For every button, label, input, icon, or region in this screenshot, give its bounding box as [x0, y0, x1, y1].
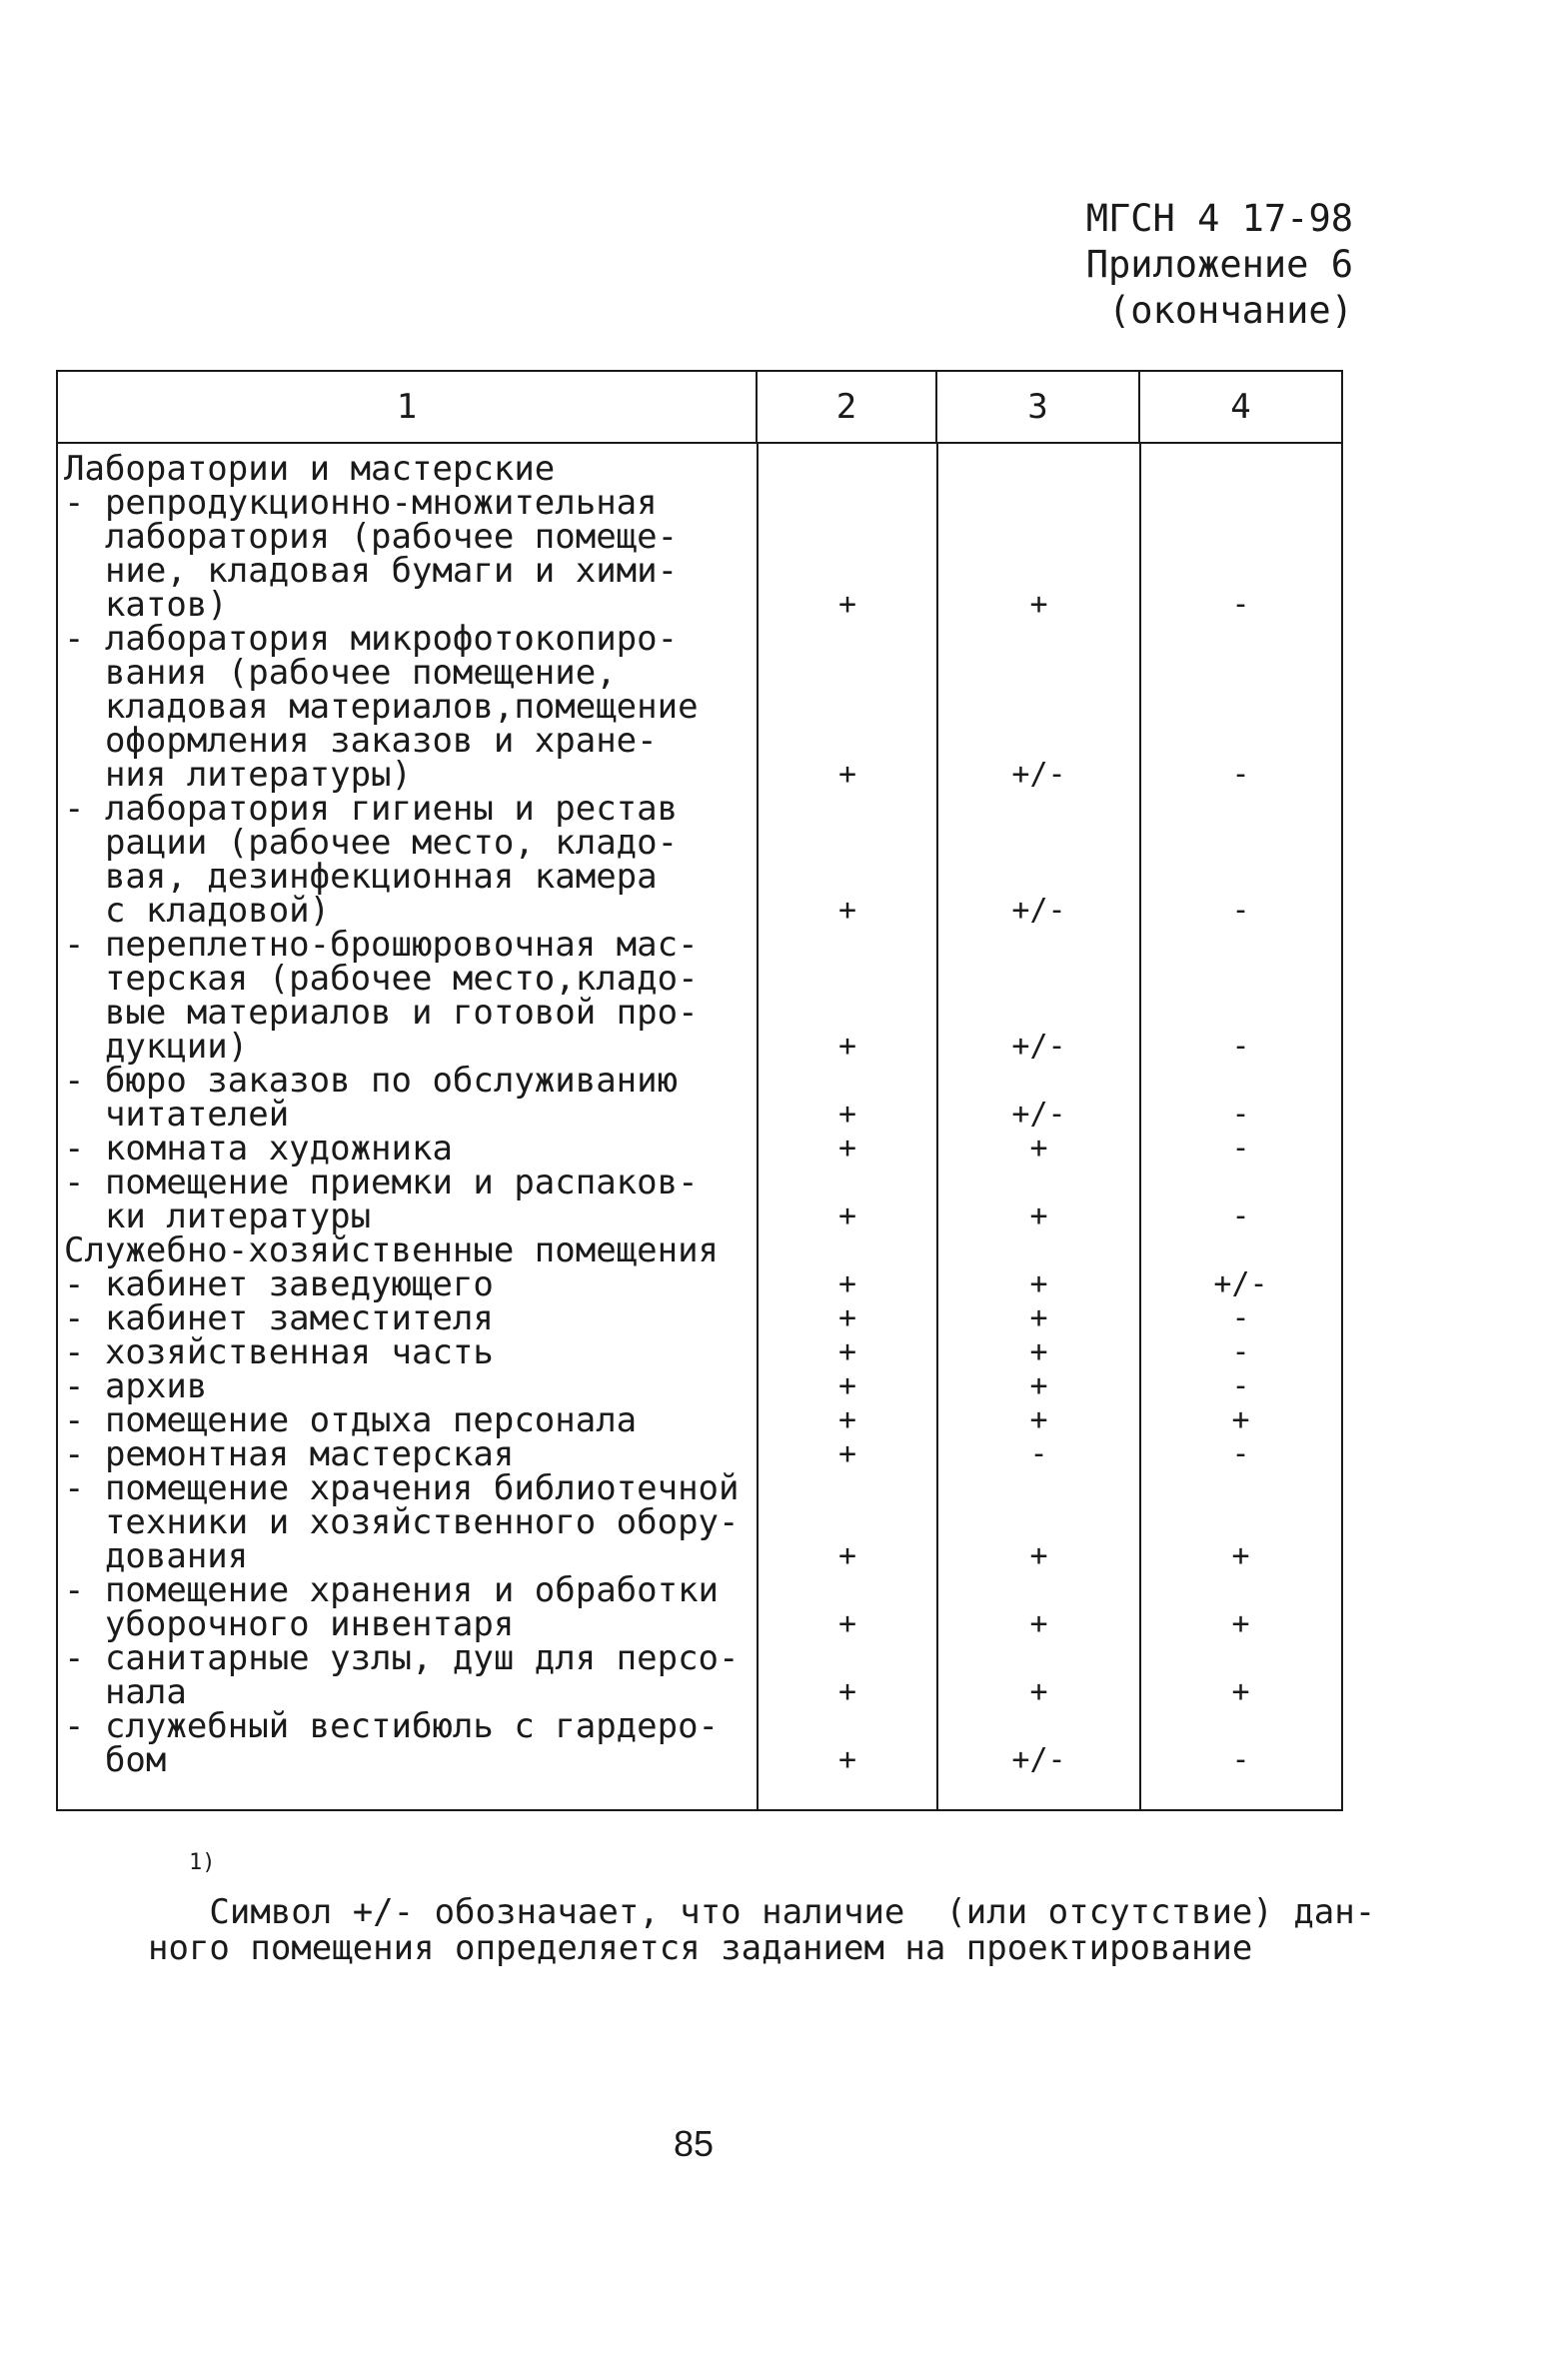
room-description	[58, 1468, 758, 1576]
footnote-marker: 1)	[188, 1850, 216, 1875]
room-description-line: - помещение приемки и распаков-	[64, 1163, 699, 1202]
table-row	[58, 449, 1341, 489]
requirement-mark-col4: -	[1231, 1131, 1250, 1166]
room-description-line: оформления заказов и хране-	[64, 721, 658, 761]
requirement-mark-col4: -	[1231, 893, 1250, 928]
room-description	[58, 1129, 758, 1169]
requirement-mark-col3: +	[1029, 1538, 1048, 1573]
room-description-line: дования	[64, 1536, 249, 1576]
room-description	[58, 619, 758, 795]
footnote-line: ного помещения определяется заданием на проектирование	[148, 1928, 1253, 1969]
document-header	[1086, 196, 1353, 334]
requirement-mark-col4: -	[1231, 1300, 1250, 1335]
requirement-mark-col2: +	[837, 1606, 857, 1641]
requirement-mark-col3: +	[1029, 587, 1048, 622]
table-row	[58, 1570, 1341, 1644]
table-row	[58, 1264, 1341, 1304]
requirement-mark-col4: -	[1231, 587, 1250, 622]
room-description-line: бом	[64, 1740, 167, 1780]
table-row	[58, 1366, 1341, 1406]
room-description-line: техники и хозяйственного обору-	[64, 1502, 740, 1542]
room-description	[58, 1332, 758, 1372]
requirement-mark-col3: +	[1029, 1368, 1048, 1403]
requirement-mark-col2: +	[837, 1097, 857, 1132]
room-description-line: вая, дезинфекционная камера	[64, 857, 658, 897]
continuation-label: (окончание)	[1107, 289, 1353, 332]
table-row	[58, 483, 1341, 625]
room-description-line: Лаборатории и мастерские	[64, 449, 556, 489]
requirement-mark-col2: +	[837, 1300, 857, 1335]
requirement-mark-col3: +	[1029, 1131, 1048, 1166]
requirement-mark-col3: -	[1029, 1436, 1048, 1471]
requirement-mark-col3: +/-	[1011, 893, 1066, 928]
requirement-mark-col2: +	[837, 1538, 857, 1573]
room-description-line: - лаборатория микрофотокопиро-	[64, 619, 679, 659]
room-description-line: - кабинет заведующего	[64, 1264, 494, 1304]
table-row	[58, 1434, 1341, 1474]
table-row	[58, 1163, 1341, 1236]
requirement-mark-col4: +	[1231, 1674, 1250, 1709]
requirement-mark-col2: +	[837, 1198, 857, 1233]
page-number: 85	[673, 2123, 715, 2164]
room-description	[58, 1366, 758, 1406]
room-description	[58, 1230, 758, 1270]
room-description-line: рации (рабочее место, кладо-	[64, 823, 679, 863]
requirement-mark-col2: +	[837, 893, 857, 928]
table-row	[58, 925, 1341, 1067]
column-header-3: 3	[937, 372, 1140, 442]
requirement-mark-col2: +	[837, 757, 857, 792]
room-description-line: кладовая материалов,помещение	[64, 687, 699, 727]
room-description-line: - лаборатория гигиены и рестав	[64, 789, 679, 829]
room-description-line: дукции)	[64, 1027, 249, 1067]
table-row	[58, 1400, 1341, 1440]
room-description	[58, 449, 758, 489]
footnote-line: Символ +/- обозначает, что наличие (или отсутствие) дан-	[188, 1892, 1376, 1933]
table-row	[58, 1298, 1341, 1338]
requirement-mark-col4: -	[1231, 1097, 1250, 1132]
requirement-mark-col4: +/-	[1213, 1266, 1268, 1301]
room-description-line: ки литературы	[64, 1196, 372, 1236]
footnote	[148, 1815, 1376, 1969]
table-body	[58, 444, 1341, 1809]
room-description-line: - санитарные узлы, душ для персо-	[64, 1638, 740, 1678]
room-description-line: Служебно-хозяйственные помещения	[64, 1230, 720, 1270]
table-row	[58, 1332, 1341, 1372]
column-header-4: 4	[1230, 387, 1251, 427]
room-description-line: уборочного инвентаря	[64, 1604, 515, 1644]
room-description-line: - комната художника	[64, 1129, 453, 1169]
room-description-line: - кабинет заместителя	[64, 1298, 494, 1338]
requirement-mark-col3: +	[1029, 1334, 1048, 1369]
requirement-mark-col4: -	[1231, 1198, 1250, 1233]
room-description	[58, 1434, 758, 1474]
room-description	[58, 1264, 758, 1304]
room-description-line: - репродукционно-множительная	[64, 483, 658, 523]
room-description	[58, 1706, 758, 1780]
document-code: МГСН 4 17-98	[1085, 197, 1353, 240]
requirement-mark-col2: +	[837, 1742, 857, 1777]
table-row	[58, 1638, 1341, 1712]
table-row	[58, 1230, 1341, 1270]
room-description-line: катов)	[64, 585, 228, 625]
room-description-line: вания (рабочее помещение,	[64, 653, 617, 693]
requirement-mark-col2: +	[837, 1674, 857, 1709]
requirement-mark-col4: -	[1231, 1368, 1250, 1403]
table-header-row	[58, 372, 1341, 444]
room-description-line: читателей	[64, 1095, 290, 1135]
requirement-mark-col2: +	[837, 1368, 857, 1403]
room-description	[58, 1400, 758, 1440]
requirement-mark-col2: +	[837, 1402, 857, 1437]
requirement-mark-col4: -	[1231, 757, 1250, 792]
room-description-line: - служебный вестибюль с гардеро-	[64, 1706, 720, 1746]
room-description	[58, 789, 758, 931]
requirement-mark-col4: -	[1231, 1742, 1250, 1777]
room-description	[58, 1638, 758, 1712]
room-description	[58, 925, 758, 1067]
requirement-mark-col2: +	[837, 587, 857, 622]
requirement-mark-col4: -	[1231, 1029, 1250, 1064]
footnote-text	[148, 1892, 1375, 1968]
room-description	[58, 1298, 758, 1338]
requirement-mark-col3: +	[1029, 1606, 1048, 1641]
room-description-line: лаборатория (рабочее помеще-	[64, 517, 679, 557]
table-rows	[58, 449, 1341, 1780]
room-description-line: - архив	[64, 1366, 208, 1406]
requirement-mark-col4: +	[1231, 1402, 1250, 1437]
requirement-mark-col2: +	[837, 1436, 857, 1471]
requirement-mark-col2: +	[837, 1334, 857, 1369]
requirement-mark-col3: +	[1029, 1266, 1048, 1301]
room-description-line: нала	[64, 1672, 187, 1712]
room-description	[58, 1061, 758, 1135]
room-description	[58, 1570, 758, 1644]
room-description-line: терская (рабочее место,кладо-	[64, 959, 699, 999]
requirement-mark-col4: +	[1231, 1538, 1250, 1573]
room-description	[58, 1163, 758, 1236]
requirement-mark-col4: -	[1231, 1334, 1250, 1369]
room-description-line: - помещение хранения и обработки	[64, 1570, 720, 1610]
column-header-1: 1	[58, 372, 758, 442]
premises-table	[56, 370, 1343, 1811]
requirement-mark-col2: +	[837, 1266, 857, 1301]
requirement-mark-col3: +/-	[1011, 1029, 1066, 1064]
table-row	[58, 1129, 1341, 1169]
room-description-line: ния литературы)	[64, 755, 412, 795]
room-description-line: ние, кладовая бумаги и хими-	[64, 551, 679, 591]
table-row	[58, 1706, 1341, 1780]
room-description-line: - помещение храчения библиотечной	[64, 1468, 740, 1508]
room-description-line: - бюро заказов по обслуживанию	[64, 1061, 679, 1101]
table-row	[58, 1468, 1341, 1576]
requirement-mark-col3: +/-	[1011, 1742, 1066, 1777]
requirement-mark-col3: +/-	[1011, 757, 1066, 792]
room-description-line: с кладовой)	[64, 891, 331, 931]
room-description-line: - ремонтная мастерская	[64, 1434, 515, 1474]
requirement-mark-col4: -	[1231, 1436, 1250, 1471]
room-description-line: - помещение отдыха персонала	[64, 1400, 638, 1440]
appendix-label: Приложение 6	[1085, 243, 1353, 286]
table-row	[58, 619, 1341, 795]
table-row	[58, 789, 1341, 931]
room-description-line: - хозяйственная часть	[64, 1332, 494, 1372]
requirement-mark-col3: +	[1029, 1198, 1048, 1233]
table-row	[58, 1061, 1341, 1135]
requirement-mark-col4: +	[1231, 1606, 1250, 1641]
room-description	[58, 483, 758, 625]
requirement-mark-col3: +	[1029, 1402, 1048, 1437]
requirement-mark-col2: +	[837, 1029, 857, 1064]
requirement-mark-col3: +	[1029, 1300, 1048, 1335]
requirement-mark-col3: +	[1029, 1674, 1048, 1709]
requirement-mark-col2: +	[837, 1131, 857, 1166]
requirement-mark-col3: +/-	[1011, 1097, 1066, 1132]
room-description-line: - переплетно-брошюровочная мас-	[64, 925, 699, 965]
room-description-line: вые материалов и готовой про-	[64, 993, 699, 1033]
column-header-2: 2	[758, 372, 937, 442]
